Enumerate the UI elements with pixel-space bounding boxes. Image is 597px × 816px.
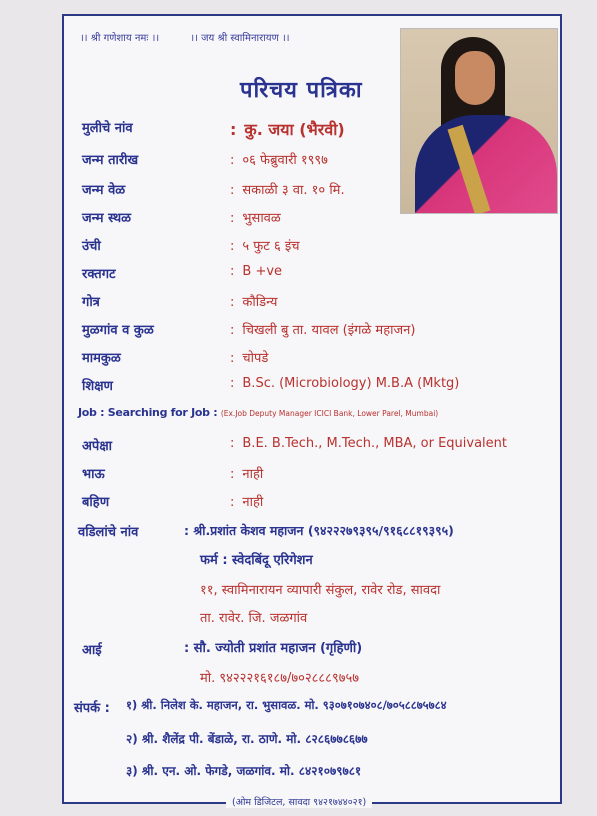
field-label: मुळगांव व कुळ [82,323,154,338]
field-label: जन्म वेळ [82,183,126,198]
field-label: उंची [82,239,101,254]
field-label: Job : Searching for Job : [78,406,218,419]
field-label: अपेक्षा [82,439,113,454]
contact-item-1: १) श्री. निलेश के. महाजन, रा. भुसावळ. मो. ९३०७१०७४०८/७०५८८७५७८४ [126,698,447,712]
profile-photo [400,28,558,214]
field-value: चिखली बु ता. यावल (इंगळे महाजन) [242,323,416,338]
field-value: B +ve [242,264,283,279]
field-value: (Ex.Job Deputy Manager ICICI Bank, Lower Parel, Mumbai) [220,409,439,418]
father-address-line1: ११, स्वामिनारायन व्यापारी संकुल, रावेर रोड, सावदा [200,583,441,598]
field-label: रक्तगट [82,267,116,282]
field-value: ५ फुट ६ इंच [242,239,300,254]
field-label: मामकुळ [82,351,121,366]
field-value: चोपडे [242,351,269,366]
invocation-left: ।। श्री गणेशाय नमः ।। [80,33,160,44]
field-value: नाही [242,495,264,510]
field-label: जन्म स्थळ [82,211,132,226]
field-value: B.Sc. (Microbiology) M.B.A (Mktg) [242,376,460,391]
page-title: परिचय पत्रिका [240,78,363,103]
contact-label: संपर्क : [74,701,110,716]
field-job [78,406,438,419]
field-value: सकाळी ३ वा. १० मि. [242,183,345,198]
invocation-line [80,30,318,44]
field-label: जन्म तारीख [82,153,139,168]
invocation-right: ।। जय श्री स्वामिनारायण ।। [190,33,290,44]
field-value: कु. जया (भैरवी) [244,120,345,139]
field-label: गोत्र [82,295,100,310]
father-firm: फर्म : स्वेदबिंदू एरिगेशन [200,553,313,568]
field-value: ०६ फेब्रुवारी १९९७ [242,153,328,168]
contact-item-3: ३) श्री. एन. ओ. फेगडे, जळगांव. मो. ८४२१०७९७८१ [126,764,362,778]
father-address-line2: ता. रावेर. जि. जळगांव [200,611,308,626]
field-value: भुसावळ [242,211,281,226]
footer-credit: (ओम डिजिटल, सावदा ९४२१७४४०२१) [226,795,372,808]
field-label: शिक्षण [82,379,113,394]
field-label: बहिण [82,495,110,510]
field-label: मुलीचे नांव [82,121,133,136]
contact-item-2: २) श्री. शैलेंद्र पी. बेंडाळे, रा. ठाणे. मो. ८२८६७७८६७७ [126,732,368,746]
father-label: वडिलांचे नांव [78,525,139,540]
father-name: : श्री.प्रशांत केशव महाजन (९४२२२७९३९५/९१६८८१९३९५) [184,523,454,538]
field-value: नाही [242,467,264,482]
field-value: B.E. B.Tech., M.Tech., MBA, or Equivalent [242,436,507,451]
mother-name: : सौ. ज्योती प्रशांत महाजन (गृहिणी) [184,641,363,656]
field-value: कौडिन्य [242,295,278,310]
mother-label: आई [82,643,102,658]
field-label: भाऊ [82,467,105,482]
mother-phone: मो. ९४२२२१६१८७/७०२८८८९७५७ [200,671,359,686]
